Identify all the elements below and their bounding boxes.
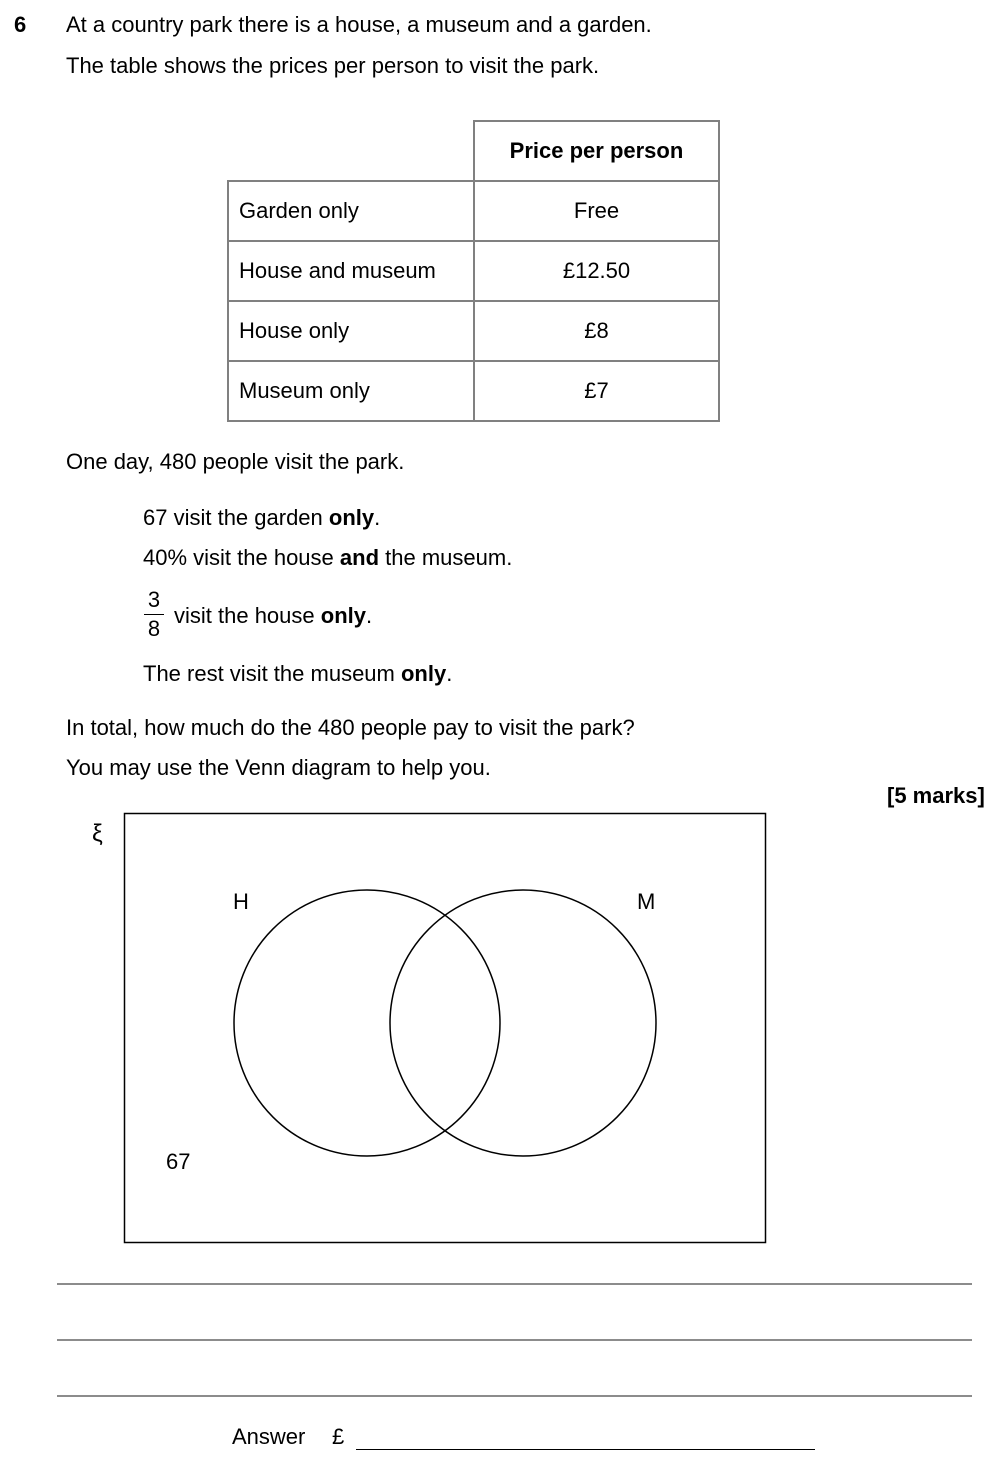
garden-fact-post: . [374, 505, 381, 530]
price-table-label: House and museum [228, 241, 474, 301]
venn-label-house: H [233, 889, 249, 914]
answer-label: Answer [232, 1424, 306, 1449]
house-circle [234, 890, 500, 1156]
question-number: 6 [14, 12, 27, 37]
working-line[interactable] [57, 1339, 972, 1341]
venn-outside-value: 67 [166, 1149, 191, 1174]
both-fact-pre: 40% visit the house [143, 545, 340, 570]
price-table-price: Free [474, 181, 719, 241]
price-table-price: £12.50 [474, 241, 719, 301]
answer-input-line[interactable] [356, 1449, 815, 1450]
price-table-label: House only [228, 301, 474, 361]
house-fact-pre: visit the house [174, 603, 321, 628]
intro-line-1: At a country park there is a house, a museum and a garden. [66, 12, 652, 37]
price-table-header: Price per person [474, 121, 719, 181]
house-fact-post: . [365, 603, 373, 628]
garden-fact-bold: only [328, 505, 375, 530]
price-table-label: Museum only [228, 361, 474, 421]
venn-label-museum: M [637, 889, 656, 914]
rest-fact-post: . [446, 661, 453, 686]
price-table-label: Garden only [228, 181, 474, 241]
price-table-price: £8 [474, 301, 719, 361]
both-fact-post: the museum. [379, 545, 513, 570]
garden-fact-pre: 67 visit the garden [143, 505, 329, 530]
marks-label: [5 marks] [887, 783, 985, 808]
total-visitors-text: One day, 480 people visit the park. [66, 449, 405, 474]
rest-fact-bold: only [400, 661, 447, 686]
working-line[interactable] [57, 1283, 972, 1285]
working-line[interactable] [57, 1395, 972, 1397]
both-fact-bold: and [339, 545, 380, 570]
fraction-numerator: 3 [147, 587, 161, 612]
intro-line-2: The table shows the prices per person to visit the park. [66, 53, 600, 78]
universal-set-rectangle [125, 814, 766, 1243]
museum-circle [390, 890, 656, 1156]
task-line-1: In total, how much do the 480 people pay to visit the park? [66, 715, 635, 740]
universal-set-symbol: ξ [92, 820, 103, 847]
rest-fact-pre: The rest visit the museum [143, 661, 401, 686]
house-fact-bold: only [320, 603, 366, 628]
price-table-price: £7 [474, 361, 719, 421]
fraction-denominator: 8 [147, 616, 161, 641]
answer-currency: £ [332, 1424, 345, 1449]
task-line-2: You may use the Venn diagram to help you. [66, 755, 491, 780]
